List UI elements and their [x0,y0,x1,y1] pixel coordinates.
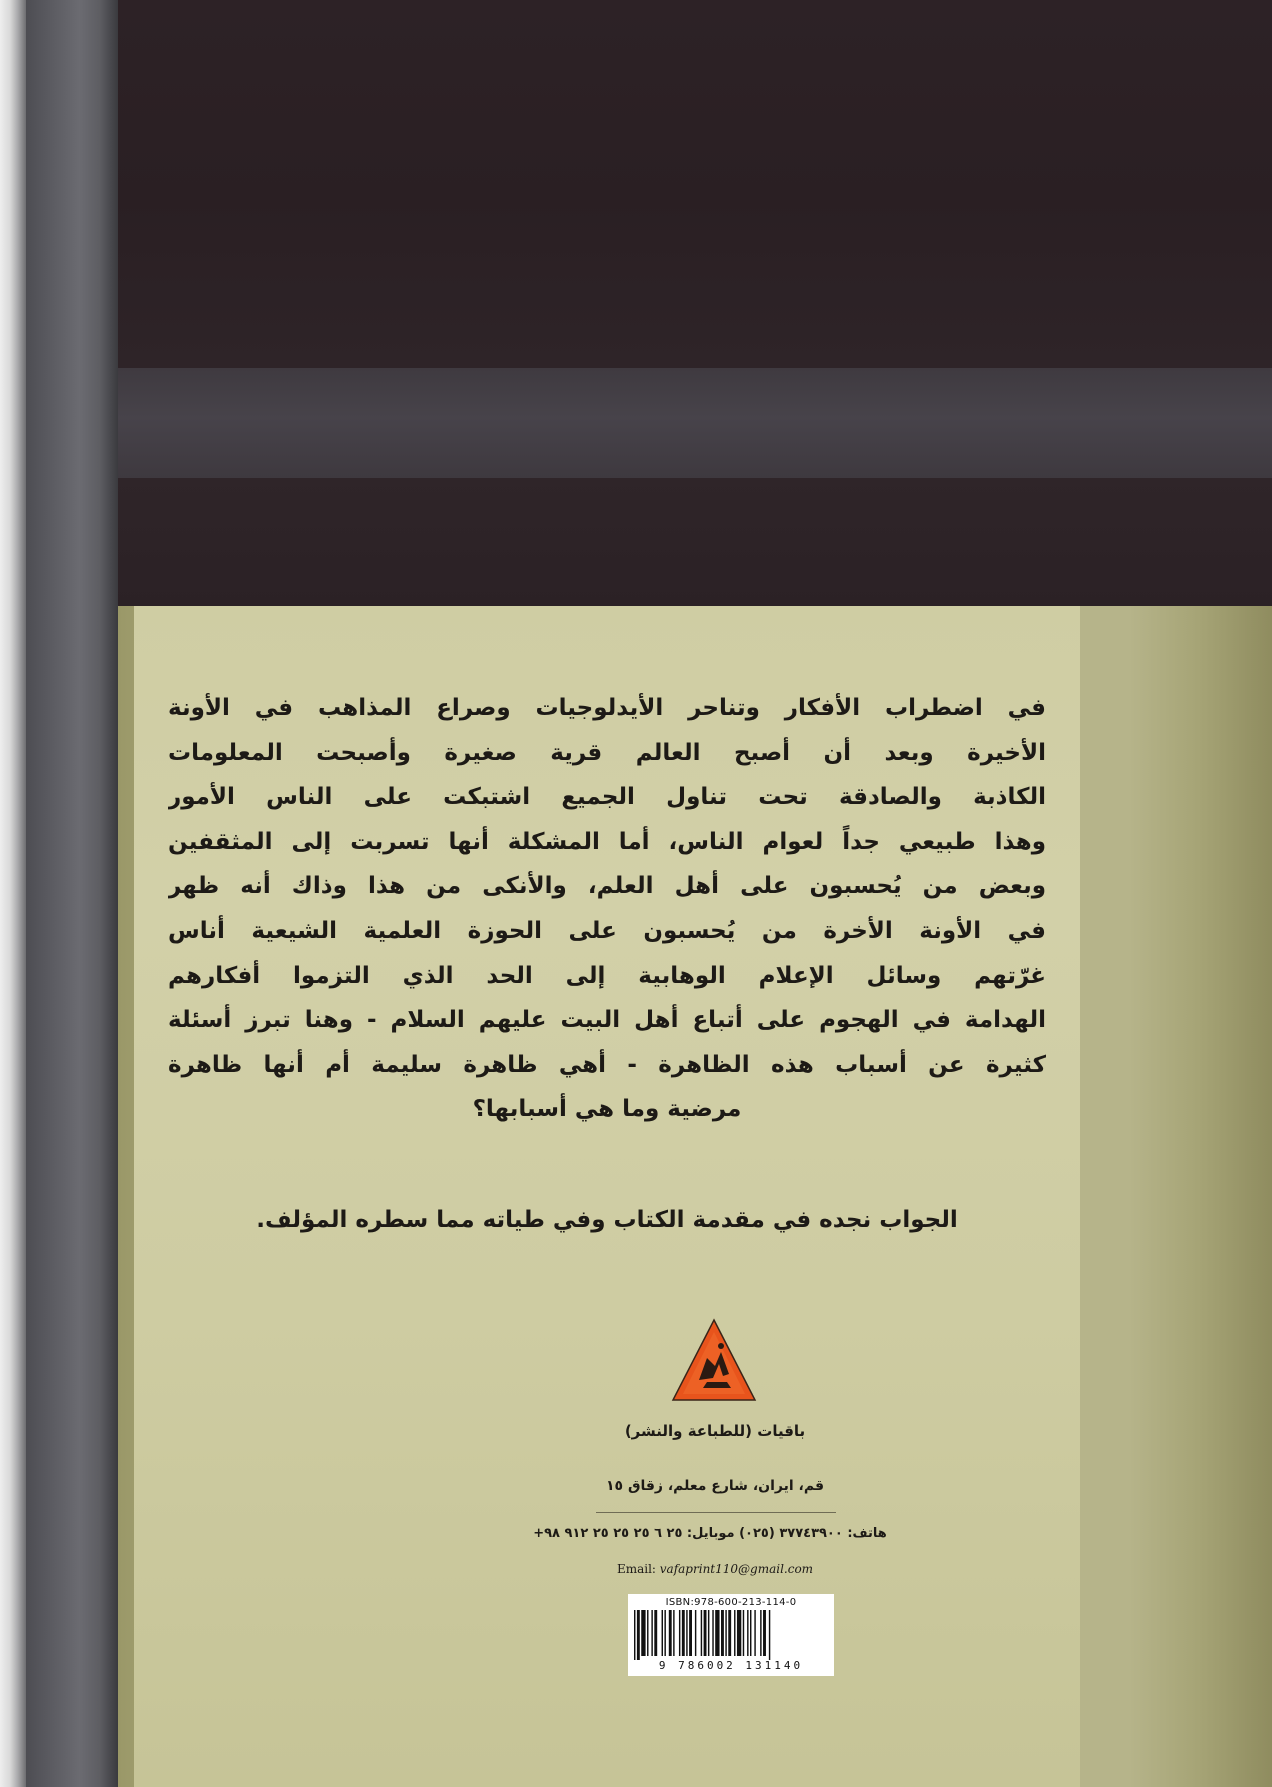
barcode-bars [634,1610,828,1660]
barcode-bar [734,1610,735,1656]
isbn-barcode [628,1594,834,1676]
email-label: Email: [616,1562,656,1576]
publisher-name: باقيات (للطباعة والنشر) [624,1422,806,1440]
barcode-bar [664,1610,665,1656]
blurb-paragraph [168,686,1046,1132]
barcode-bar [679,1610,680,1656]
barcode-bar [673,1610,674,1656]
barcode-bar [754,1610,755,1656]
grey-band [118,368,1272,478]
barcode-bar [708,1610,709,1656]
barcode-bar [647,1610,648,1656]
barcode-bar [743,1610,744,1656]
barcode-bar [651,1610,652,1656]
barcode-bar [763,1610,766,1656]
blurb-line: وبعض من يُحسبون على أهل العلم، والأنكى من هذا وذاك أنه ظهر [168,873,1046,900]
dark-top-area [118,0,1272,368]
barcode-bar [704,1610,707,1656]
barcode-bar [769,1610,770,1660]
barcode-bar [760,1610,761,1656]
barcode-bar [737,1610,741,1656]
blurb-line: وهذا طبيعي جداً لعوام الناس، أما المشكلة أنها تسربت إلى المثقفين [168,828,1046,855]
barcode-bar [669,1610,672,1656]
publisher-address: قم، ايران، شارع معلم، زقاق ١٥ [606,1478,824,1494]
blurb-line: في الأونة الأخرة من يُحسبون على الحوزة العلمية الشيعية أناس [168,917,1046,944]
blurb-line: كثيرة عن أسباب هذه الظاهرة - أهي ظاهرة سليمة أم أنها ظاهرة [168,1051,1046,1078]
barcode-bar [662,1610,663,1656]
blurb-line: مرضية وما هي أسبابها؟ [472,1096,742,1123]
page-edge [0,0,26,1787]
barcode-bar [641,1610,645,1656]
barcode-bar [701,1610,702,1656]
barcode-bar [725,1610,726,1656]
blurb-line: الأخيرة وبعد أن أصبح العالم قرية صغيرة وأصبحت المعلومات [168,739,1046,766]
publisher-phones: هاتف: ٣٧٧٤٣٩٠٠ (٠٢٥) موبايل: ٢٥ ٦ ٢٥ ٢٥ ٢٥ ٩١٢ ٩٨+ [533,1526,887,1541]
barcode-bar [712,1610,713,1656]
divider [596,1512,836,1513]
barcode-bar [686,1610,687,1656]
blurb-line: غرّتهم وسائل الإعلام الوهابية إلى الحد الذي التزموا أفكارهم [168,962,1046,989]
publisher-email [580,1562,850,1576]
answer-line: الجواب نجده في مقدمة الكتاب وفي طياته مما سطره المؤلف. [256,1207,958,1233]
dark-lower-band [118,478,1272,606]
barcode-bar [747,1610,748,1656]
barcode-bar [634,1610,635,1660]
barcode-bar [715,1610,719,1656]
blurb-line: الكاذبة والصادقة تحت تناول الجميع اشتبكت على الناس الأمور [168,784,1046,811]
barcode-digits: 9 786002 131140 [658,1659,804,1672]
barcode-bar [695,1610,696,1656]
publisher-triangle-logo-icon [671,1318,757,1402]
barcode-bar [654,1610,657,1656]
barcode-bar [689,1610,692,1656]
barcode-bar [750,1610,751,1656]
email-address: vafaprint110@gmail.com [659,1562,814,1576]
blurb-line: الهدامة في الهجوم على أتباع أهل البيت عليهم السلام - وهنا تبرز أسئلة [168,1007,1046,1034]
blurb-line: في اضطراب الأفكار وتناحر الأيدلوجيات وصراع المذاهب في الأونة [168,695,1046,721]
barcode-bar [721,1610,724,1656]
barcode-bar [728,1610,731,1656]
isbn-number: ISBN:978-600-213-114-0 [665,1597,797,1608]
barcode-bar [637,1610,640,1660]
barcode-bar [682,1610,685,1656]
